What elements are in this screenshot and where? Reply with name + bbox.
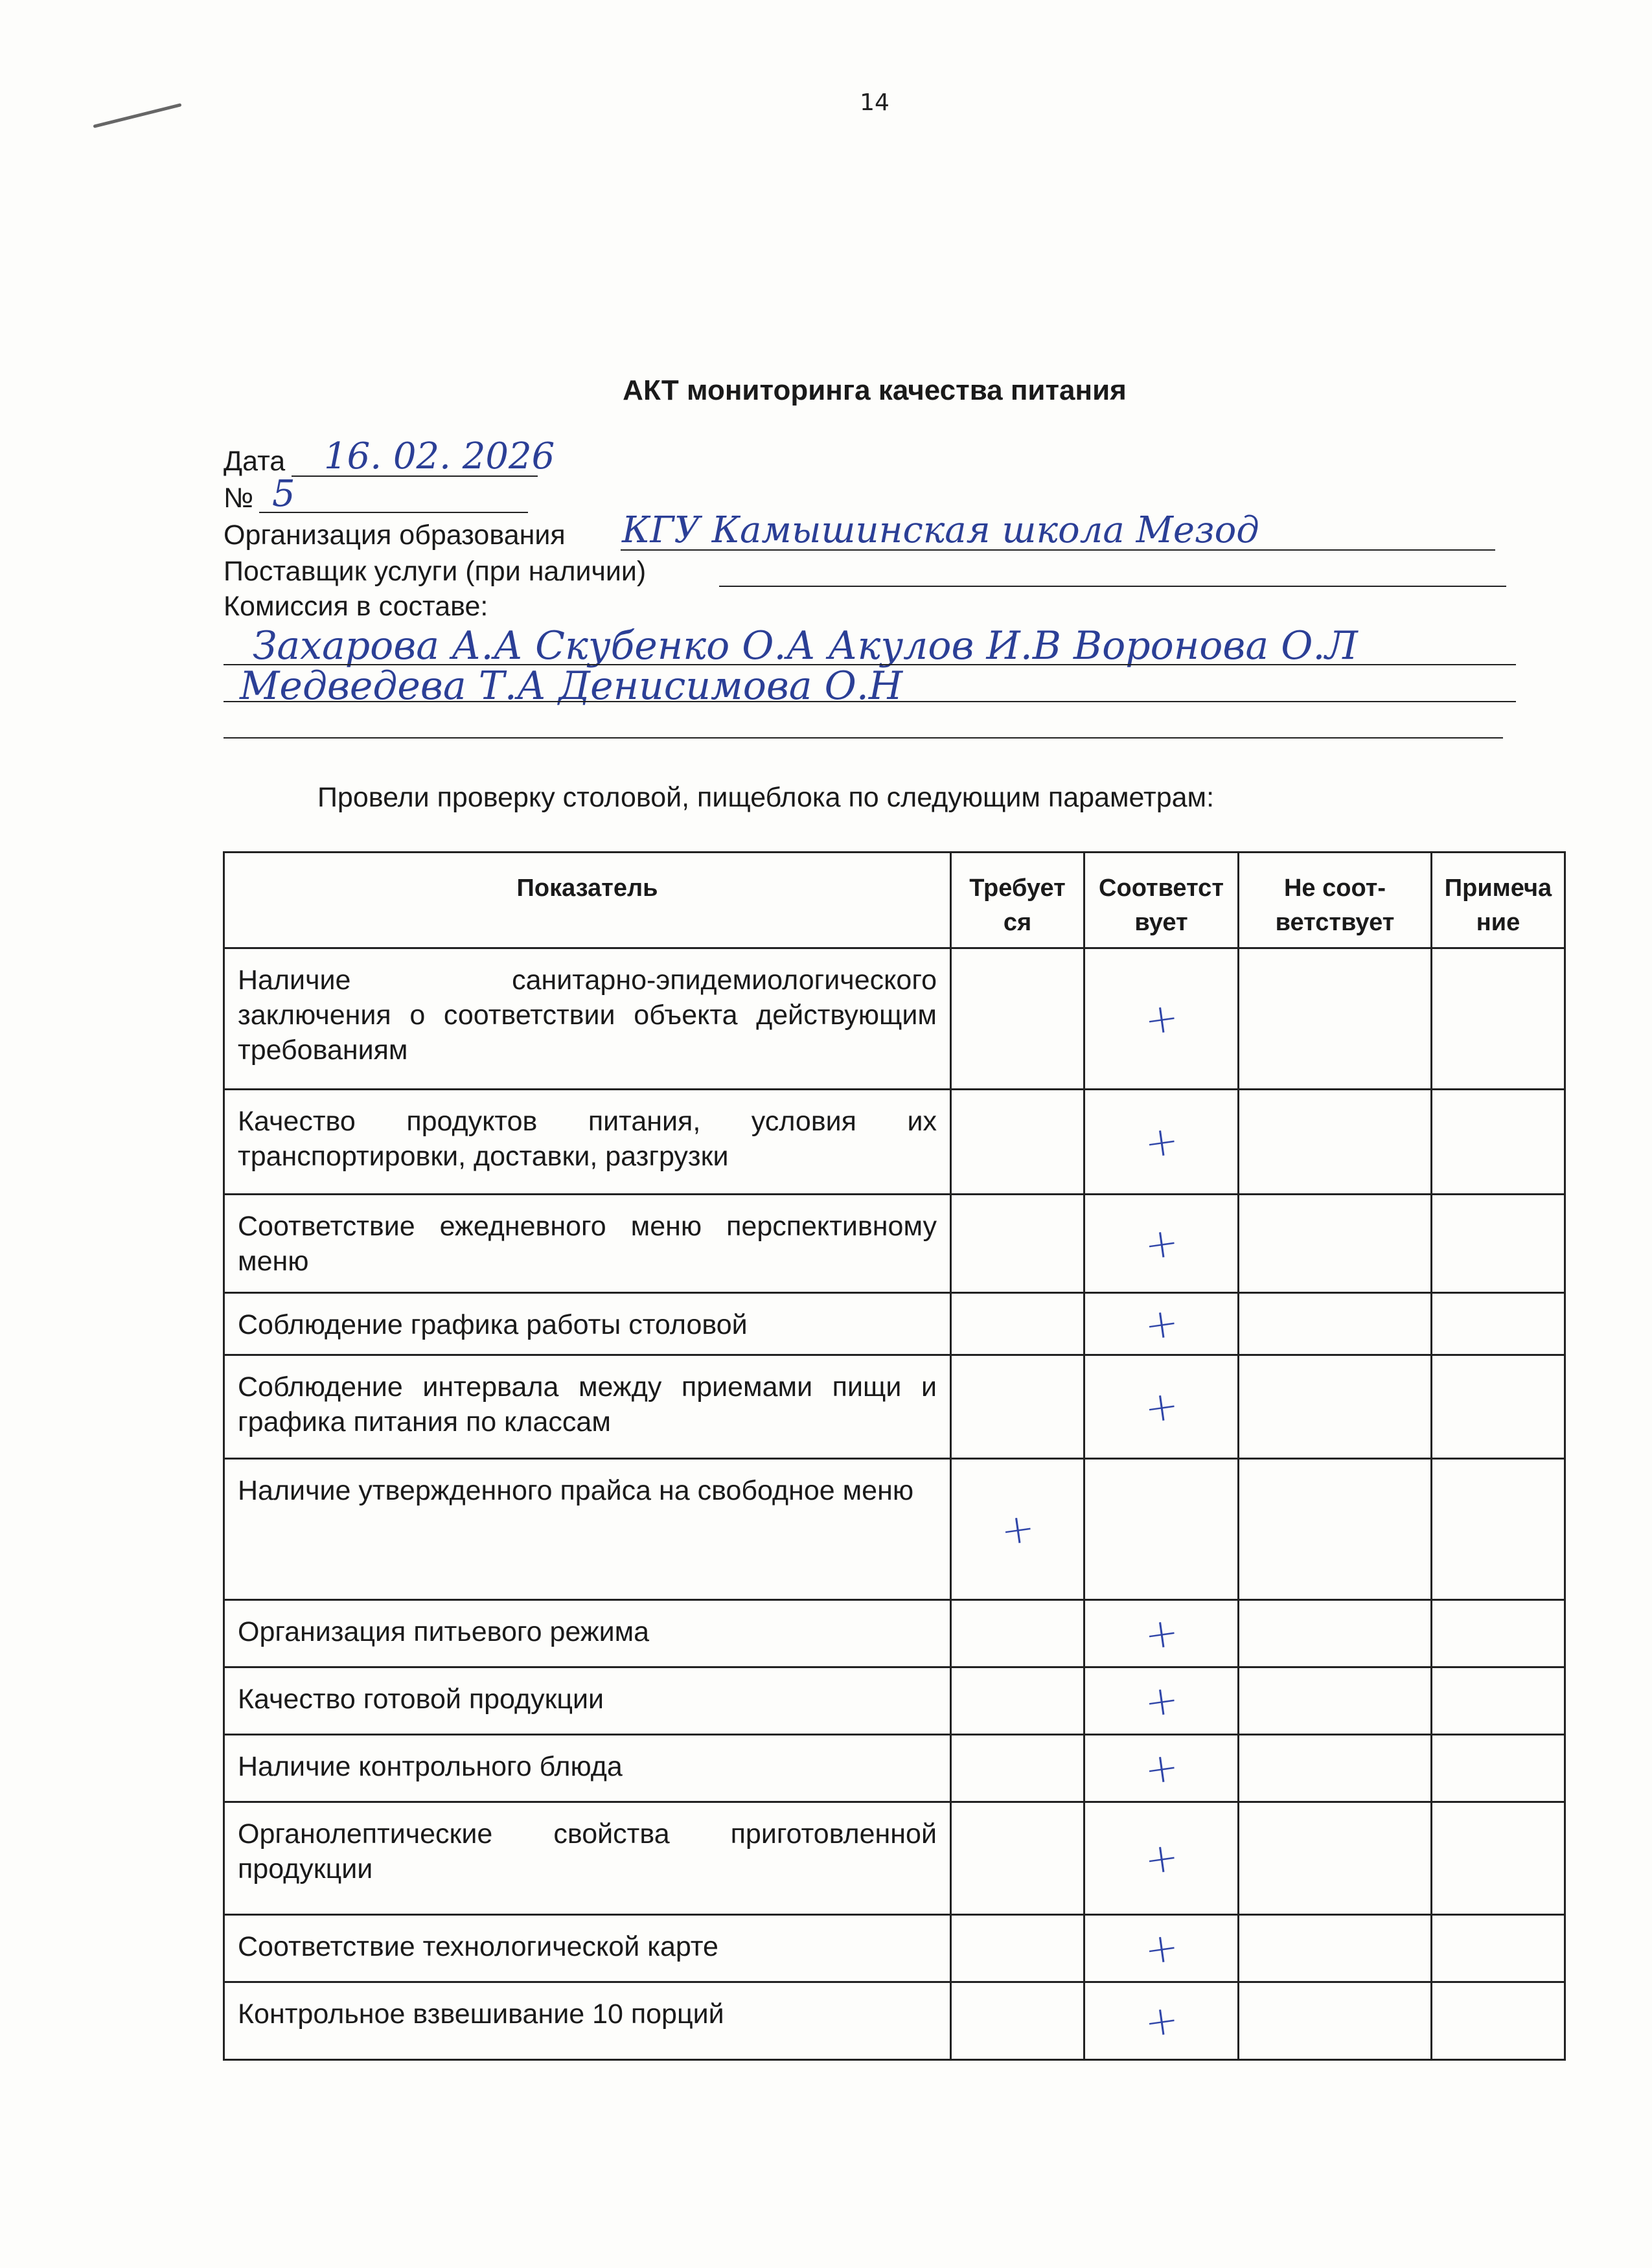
complies-cell[interactable] [1084, 1915, 1239, 1982]
note-cell[interactable] [1432, 1915, 1565, 1982]
indicator-cell: Соблюдение интервала между приемами пищи и графика питания по классам [224, 1355, 951, 1459]
required-cell[interactable] [951, 1735, 1084, 1802]
not-complies-cell[interactable] [1239, 948, 1432, 1090]
required-cell[interactable] [951, 1293, 1084, 1355]
header-indicator: Показатель [224, 853, 951, 948]
number-value[interactable]: 5 [272, 473, 295, 515]
table-row [224, 1459, 1565, 1600]
required-cell[interactable] [951, 1802, 1084, 1915]
handwritten-plus-mark: + [1141, 1995, 1182, 2047]
supplier-row [224, 556, 646, 588]
note-cell[interactable] [1432, 1667, 1565, 1735]
handwritten-plus-mark: + [1141, 992, 1182, 1045]
indicator-cell: Соответствие ежедневного меню перспективному меню [224, 1195, 951, 1293]
required-cell[interactable] [951, 1195, 1084, 1293]
note-cell[interactable] [1432, 1195, 1565, 1293]
note-cell[interactable] [1432, 1293, 1565, 1355]
not-complies-cell[interactable] [1239, 1293, 1432, 1355]
note-cell[interactable] [1432, 1735, 1565, 1802]
header-not-complies: Не соот-ветствует [1239, 853, 1432, 948]
not-complies-cell[interactable] [1239, 1802, 1432, 1915]
org-value[interactable]: КГУ Камышинская школа Мезод [622, 509, 1259, 551]
note-cell[interactable] [1432, 1982, 1565, 2060]
not-complies-cell[interactable] [1239, 1459, 1432, 1600]
commission-line-2[interactable]: Медведева Т.А Денисимова О.Н [240, 663, 903, 709]
table-row [224, 1667, 1565, 1735]
handwritten-plus-mark: + [1141, 1742, 1182, 1794]
complies-cell[interactable] [1084, 1090, 1239, 1195]
complies-cell[interactable] [1084, 1195, 1239, 1293]
indicator-cell: Соответствие технологической карте [224, 1915, 951, 1982]
note-cell[interactable] [1432, 1355, 1565, 1459]
required-cell[interactable] [951, 1459, 1084, 1600]
table-row [224, 1915, 1565, 1982]
indicator-cell: Органолептические свойства приготовленной продукции [224, 1802, 951, 1915]
required-cell[interactable] [951, 948, 1084, 1090]
header-required: Требуется [951, 853, 1084, 948]
required-cell[interactable] [951, 1915, 1084, 1982]
number-row [224, 483, 253, 514]
header-note: Примечание [1432, 853, 1565, 948]
indicator-cell: Наличие санитарно-эпидемиологического заключения о соответствии объекта действующим требованиям [224, 948, 951, 1090]
required-cell[interactable] [951, 1355, 1084, 1459]
handwritten-plus-mark: + [1141, 1380, 1182, 1433]
handwritten-plus-mark: + [1141, 1832, 1182, 1884]
table-header-row [224, 853, 1565, 948]
handwritten-plus-mark: + [997, 1503, 1038, 1555]
org-label: Организация образования [224, 520, 566, 551]
supplier-label: Поставщик услуги (при наличии) [224, 556, 647, 587]
commission-line-1[interactable]: Захарова А.А Скубенко О.А Акулов И.В Воронова О.Л [253, 623, 1358, 669]
table-row [224, 948, 1565, 1090]
not-complies-cell[interactable] [1239, 1915, 1432, 1982]
handwritten-plus-mark: + [1141, 1675, 1182, 1727]
not-complies-cell[interactable] [1239, 1195, 1432, 1293]
handwritten-plus-mark: + [1141, 1607, 1182, 1660]
commission-row [224, 591, 488, 623]
number-label: № [224, 483, 254, 514]
required-cell[interactable] [951, 1667, 1084, 1735]
table-row [224, 1600, 1565, 1667]
indicator-cell: Качество готовой продукции [224, 1667, 951, 1735]
complies-cell[interactable] [1084, 1735, 1239, 1802]
note-cell[interactable] [1432, 948, 1565, 1090]
org-row [224, 520, 566, 551]
commission-underline-3 [224, 737, 1503, 739]
complies-cell[interactable] [1084, 1355, 1239, 1459]
handwritten-plus-mark: + [1141, 1298, 1182, 1350]
page-number: 14 [860, 89, 889, 116]
parameters-table [223, 851, 1566, 2061]
not-complies-cell[interactable] [1239, 1090, 1432, 1195]
required-cell[interactable] [951, 1090, 1084, 1195]
indicator-cell: Контрольное взвешивание 10 порций [224, 1982, 951, 2060]
complies-cell[interactable] [1084, 1600, 1239, 1667]
handwritten-plus-mark: + [1141, 1922, 1182, 1975]
not-complies-cell[interactable] [1239, 1667, 1432, 1735]
indicator-cell: Качество продуктов питания, условия их транспортировки, доставки, разгрузки [224, 1090, 951, 1195]
complies-cell[interactable] [1084, 1667, 1239, 1735]
indicator-cell: Организация питьевого режима [224, 1600, 951, 1667]
not-complies-cell[interactable] [1239, 1982, 1432, 2060]
table-row [224, 1735, 1565, 1802]
not-complies-cell[interactable] [1239, 1600, 1432, 1667]
indicator-cell: Наличие контрольного блюда [224, 1735, 951, 1802]
intro-text: Провели проверку столовой, пищеблока по следующим параметрам: [317, 782, 1215, 813]
header-complies: Соответствует [1084, 853, 1239, 948]
table-row [224, 1982, 1565, 2060]
table-row [224, 1355, 1565, 1459]
commission-underline-2 [224, 701, 1516, 702]
supplier-underline [719, 586, 1506, 587]
table-row [224, 1090, 1565, 1195]
complies-cell[interactable] [1084, 1293, 1239, 1355]
table-row [224, 1195, 1565, 1293]
complies-cell[interactable] [1084, 948, 1239, 1090]
required-cell[interactable] [951, 1982, 1084, 2060]
indicator-cell: Соблюдение графика работы столовой [224, 1293, 951, 1355]
required-cell[interactable] [951, 1600, 1084, 1667]
table-row [224, 1802, 1565, 1915]
indicator-cell: Наличие утвержденного прайса на свободное меню [224, 1459, 951, 1600]
complies-cell[interactable] [1084, 1802, 1239, 1915]
table-row [224, 1293, 1565, 1355]
note-cell[interactable] [1432, 1802, 1565, 1915]
handwritten-plus-mark: + [1141, 1217, 1182, 1270]
not-complies-cell[interactable] [1239, 1735, 1432, 1802]
handwritten-plus-mark: + [1141, 1116, 1182, 1168]
date-value[interactable]: 16. 02. 2026 [324, 435, 555, 477]
date-label: Дата [224, 446, 286, 477]
note-cell[interactable] [1432, 1459, 1565, 1600]
not-complies-cell[interactable] [1239, 1355, 1432, 1459]
note-cell[interactable] [1432, 1600, 1565, 1667]
note-cell[interactable] [1432, 1090, 1565, 1195]
number-underline [259, 512, 528, 513]
document-title: АКТ мониторинга качества питания [623, 374, 1127, 406]
complies-cell[interactable] [1084, 1459, 1239, 1600]
complies-cell[interactable] [1084, 1982, 1239, 2060]
commission-label: Комиссия в составе: [224, 591, 488, 622]
